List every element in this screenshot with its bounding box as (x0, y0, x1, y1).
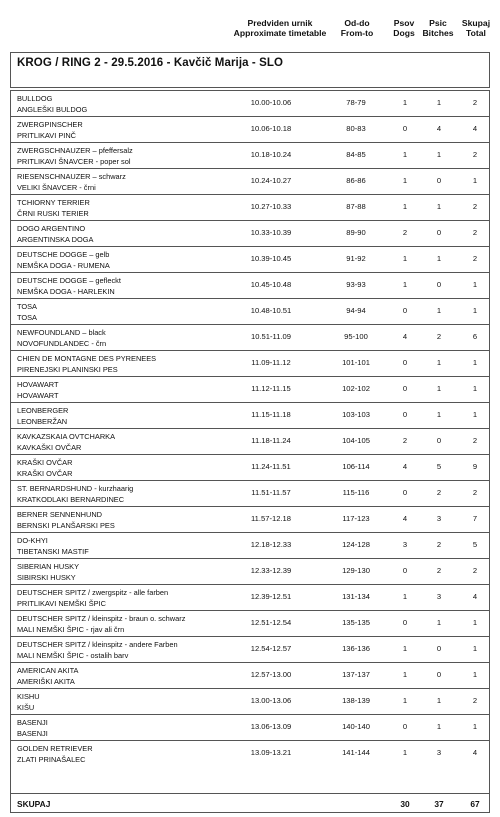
bitches-count: 1 (436, 696, 442, 705)
timetable-table (10, 90, 490, 813)
time-slot: 12.54-12.57 (250, 644, 292, 653)
total-count: 2 (472, 202, 478, 211)
catalog-range: 80-83 (346, 124, 366, 133)
catalog-range: 106-114 (342, 462, 370, 471)
table-row (11, 584, 489, 610)
catalog-range: 140-140 (342, 722, 370, 731)
time-slot: 10.39-10.45 (250, 254, 292, 263)
catalog-range: 87-88 (346, 202, 366, 211)
time-slot: 10.06-10.18 (250, 124, 292, 133)
dogs-count: 1 (402, 202, 408, 211)
bitches-count: 1 (436, 410, 442, 419)
totals-bitches: 37 (434, 799, 444, 809)
dogs-count: 0 (402, 306, 408, 315)
totals-row (11, 793, 489, 813)
catalog-range: 103-103 (342, 410, 370, 419)
catalog-range: 94-94 (346, 306, 366, 315)
breed-name-original: CHIEN DE MONTAGNE DES PYRENEES (17, 354, 157, 363)
table-row (11, 480, 489, 506)
catalog-range: 141-144 (342, 748, 370, 757)
table-row (11, 558, 489, 584)
catalog-range: 129-130 (342, 566, 370, 575)
table-row (11, 740, 489, 766)
bitches-count: 0 (436, 280, 442, 289)
table-row (11, 272, 489, 298)
time-slot: 11.51-11.57 (251, 488, 291, 497)
time-slot: 11.15-11.18 (251, 410, 291, 419)
total-count: 1 (472, 618, 478, 627)
total-count: 4 (472, 748, 478, 757)
table-row (11, 350, 489, 376)
catalog-range: 136-136 (342, 644, 370, 653)
breed-name-local: NEMŠKA DOGA - RUMENA (17, 261, 110, 270)
dogs-count: 0 (402, 384, 408, 393)
breed-name-original: RIESENSCHNAUZER – schwarz (17, 172, 126, 181)
table-row (11, 506, 489, 532)
breed-name-local: NEMŠKA DOGA - HARLEKIN (17, 287, 115, 296)
breed-name-local: PRITLIKAVI NEMŠKI ŠPIC (17, 599, 106, 608)
time-slot: 13.06-13.09 (250, 722, 292, 731)
breed-name-original: LEONBERGER (17, 406, 69, 415)
dogs-count: 0 (402, 124, 408, 133)
time-slot: 12.18-12.33 (250, 540, 292, 549)
breed-name-original: GOLDEN RETRIEVER (17, 744, 93, 753)
breed-name-local: ANGLEŠKI BULDOG (17, 105, 88, 114)
dogs-count: 2 (402, 436, 408, 445)
time-slot: 10.33-10.39 (250, 228, 292, 237)
time-slot: 10.18-10.24 (250, 150, 292, 159)
catalog-range: 93-93 (346, 280, 366, 289)
table-row (11, 116, 489, 142)
bitches-count: 1 (436, 98, 442, 107)
breed-name-local: KRATKODLAKI BERNARDINEC (17, 495, 125, 504)
table-row (11, 532, 489, 558)
breed-name-local: KAVKAŠKI OVČAR (17, 443, 82, 452)
breed-name-original: HOVAWART (17, 380, 59, 389)
dogs-count: 1 (402, 670, 408, 679)
breed-name-local: VELIKI ŠNAVCER - črni (17, 183, 96, 192)
catalog-range: 91-92 (346, 254, 366, 263)
total-count: 1 (472, 306, 478, 315)
catalog-range: 101-101 (342, 358, 370, 367)
dogs-count: 0 (402, 358, 408, 367)
bitches-count: 1 (436, 618, 442, 627)
time-slot: 10.24-10.27 (250, 176, 292, 185)
bitches-count: 1 (436, 254, 442, 263)
dogs-count: 1 (402, 748, 408, 757)
time-slot: 10.45-10.48 (250, 280, 292, 289)
catalog-range: 89-90 (346, 228, 366, 237)
total-count: 4 (472, 592, 478, 601)
breed-name-original: KAVKAZSKAIA OVTCHARKA (17, 432, 116, 441)
catalog-range: 124-128 (342, 540, 370, 549)
dogs-count: 3 (402, 540, 408, 549)
bitches-count: 2 (436, 332, 442, 341)
breed-name-local: KRAŠKI OVČAR (17, 469, 73, 478)
breed-name-local: LEONBERŽAN (17, 417, 68, 426)
bitches-count: 2 (436, 540, 442, 549)
totals-dogs: 30 (400, 799, 410, 809)
time-slot: 11.09-11.12 (251, 358, 291, 367)
breed-name-local: TIBETANSKI MASTIF (17, 547, 89, 556)
bitches-count: 1 (436, 384, 442, 393)
table-row (11, 376, 489, 402)
breed-name-local: KIŠU (17, 703, 35, 712)
catalog-range: 138-139 (342, 696, 370, 705)
dogs-count: 4 (402, 462, 408, 471)
table-row (11, 714, 489, 740)
breed-name-local: MALI NEMŠKI ŠPIC - ostalih barv (17, 651, 129, 660)
breed-name-original: TOSA (17, 302, 37, 311)
time-slot: 13.09-13.21 (250, 748, 292, 757)
breed-name-local: PRITLIKAVI ŠNAVCER - poper sol (17, 157, 131, 166)
breed-name-original: SIBERIAN HUSKY (17, 562, 80, 571)
bitches-count: 1 (436, 202, 442, 211)
bitches-count: 0 (436, 436, 442, 445)
total-count: 1 (472, 384, 478, 393)
bitches-count: 0 (436, 228, 442, 237)
header-total: Skupaj Total (461, 18, 491, 38)
header-from-to: Od-do From-to (340, 18, 374, 38)
total-count: 1 (472, 358, 478, 367)
table-row (11, 688, 489, 714)
breed-name-original: KISHU (17, 692, 40, 701)
time-slot: 10.00-10.06 (250, 98, 292, 107)
catalog-range: 95-100 (344, 332, 368, 341)
bitches-count: 3 (436, 592, 442, 601)
dogs-count: 1 (402, 98, 408, 107)
header-dogs: Psov Dogs (393, 18, 415, 38)
bitches-count: 4 (436, 124, 442, 133)
totals-total: 67 (470, 799, 480, 809)
dogs-count: 4 (402, 332, 408, 341)
breed-name-local: ARGENTINSKA DOGA (17, 235, 94, 244)
catalog-range: 78-79 (346, 98, 366, 107)
breed-name-local: AMERIŠKI AKITA (17, 677, 75, 686)
total-count: 2 (472, 150, 478, 159)
dogs-count: 1 (402, 696, 408, 705)
breed-name-original: BERNER SENNENHUND (17, 510, 103, 519)
breed-name-original: DOGO ARGENTINO (17, 224, 86, 233)
bitches-count: 1 (436, 306, 442, 315)
total-count: 1 (472, 644, 478, 653)
total-count: 6 (472, 332, 478, 341)
dogs-count: 0 (402, 722, 408, 731)
dogs-count: 2 (402, 228, 408, 237)
total-count: 2 (472, 566, 478, 575)
breed-name-original: DO-KHYI (17, 536, 48, 545)
time-slot: 11.18-11.24 (251, 436, 291, 445)
catalog-range: 117-123 (342, 514, 370, 523)
total-count: 1 (472, 670, 478, 679)
dogs-count: 1 (402, 280, 408, 289)
bitches-count: 0 (436, 670, 442, 679)
total-count: 2 (472, 228, 478, 237)
dogs-count: 1 (402, 644, 408, 653)
total-count: 2 (472, 696, 478, 705)
time-slot: 12.57-13.00 (250, 670, 292, 679)
breed-name-original: DEUTSCHER SPITZ / zwergspitz - alle farben (17, 588, 169, 597)
breed-name-original: TCHIORNY TERRIER (17, 198, 90, 207)
table-row (11, 662, 489, 688)
breed-name-local: NOVOFUNDLANDEC - črn (17, 339, 107, 348)
bitches-count: 1 (436, 722, 442, 731)
catalog-range: 135-135 (342, 618, 370, 627)
time-slot: 12.51-12.54 (250, 618, 292, 627)
time-slot: 10.27-10.33 (250, 202, 292, 211)
dogs-count: 0 (402, 566, 408, 575)
time-slot: 12.33-12.39 (250, 566, 292, 575)
breed-name-local: SIBIRSKI HUSKY (17, 573, 76, 582)
total-count: 1 (472, 176, 478, 185)
bitches-count: 3 (436, 514, 442, 523)
table-row (11, 220, 489, 246)
breed-name-original: ZWERGPINSCHER (17, 120, 83, 129)
table-row (11, 324, 489, 350)
table-row (11, 402, 489, 428)
table-row (11, 610, 489, 636)
total-count: 7 (472, 514, 478, 523)
breed-name-local: ČRNI RUSKI TERIER (17, 209, 89, 218)
bitches-count: 2 (436, 566, 442, 575)
total-count: 2 (472, 254, 478, 263)
bitches-count: 5 (436, 462, 442, 471)
breed-name-original: KRAŠKI OVČAR (17, 458, 73, 467)
breed-name-local: TOSA (17, 313, 37, 322)
table-row (11, 428, 489, 454)
total-count: 2 (472, 98, 478, 107)
totals-label: SKUPAJ (17, 799, 51, 809)
ring-title: KROG / RING 2 - 29.5.2016 - Kavčič Marija - SLO (17, 57, 284, 69)
time-slot: 12.39-12.51 (250, 592, 292, 601)
table-row (11, 90, 489, 116)
breed-name-original: BASENJI (17, 718, 48, 727)
catalog-range: 137-137 (342, 670, 370, 679)
dogs-count: 1 (402, 176, 408, 185)
catalog-range: 102-102 (342, 384, 370, 393)
breed-name-local: HOVAWART (17, 391, 59, 400)
breed-name-original: ST. BERNARDSHUND - kurzhaarig (17, 484, 134, 493)
breed-name-original: BULLDOG (17, 94, 53, 103)
breed-name-local: BASENJI (17, 729, 48, 738)
bitches-count: 1 (436, 150, 442, 159)
table-row (11, 142, 489, 168)
total-count: 1 (472, 280, 478, 289)
table-row (11, 454, 489, 480)
breed-name-original: NEWFOUNDLAND – black (17, 328, 106, 337)
breed-name-local: PRITLIKAVI PINČ (17, 131, 77, 140)
table-row (11, 168, 489, 194)
breed-name-local: MALI NEMŠKI ŠPIC - rjav ali črn (17, 625, 125, 634)
catalog-range: 131-134 (342, 592, 370, 601)
breed-name-original: DEUTSCHER SPITZ / kleinspitz - braun o. schwarz (17, 614, 186, 623)
total-count: 2 (472, 488, 478, 497)
ring-title-box (10, 52, 490, 88)
breed-name-original: DEUTSCHE DOGGE – gelb (17, 250, 110, 259)
total-count: 5 (472, 540, 478, 549)
dogs-count: 1 (402, 254, 408, 263)
breed-name-original: AMERICAN AKITA (17, 666, 79, 675)
bitches-count: 3 (436, 748, 442, 757)
dogs-count: 0 (402, 410, 408, 419)
table-row (11, 246, 489, 272)
time-slot: 13.00-13.06 (250, 696, 292, 705)
breed-name-local: BERNSKI PLANŠARSKI PES (17, 521, 115, 530)
breed-name-original: ZWERGSCHNAUZER – pfeffersalz (17, 146, 133, 155)
time-slot: 11.57-12.18 (251, 514, 291, 523)
dogs-count: 1 (402, 150, 408, 159)
table-row (11, 636, 489, 662)
breed-name-local: PIRENEJSKI PLANINSKI PES (17, 365, 118, 374)
table-row (11, 298, 489, 324)
time-slot: 10.48-10.51 (250, 306, 292, 315)
bitches-count: 0 (436, 644, 442, 653)
catalog-range: 84-85 (346, 150, 366, 159)
time-slot: 10.51-11.09 (251, 332, 291, 341)
total-count: 9 (472, 462, 478, 471)
time-slot: 11.12-11.15 (251, 384, 291, 393)
time-slot: 11.24-11.51 (251, 462, 291, 471)
catalog-range: 86-86 (346, 176, 366, 185)
total-count: 1 (472, 410, 478, 419)
dogs-count: 4 (402, 514, 408, 523)
table-row (11, 194, 489, 220)
dogs-count: 1 (402, 592, 408, 601)
total-count: 4 (472, 124, 478, 133)
dogs-count: 0 (402, 618, 408, 627)
catalog-range: 115-116 (342, 488, 370, 497)
column-header (0, 18, 500, 46)
header-timetable: Predviden urnik Approximate timetable (233, 18, 327, 38)
breed-name-original: DEUTSCHER SPITZ / kleinspitz - andere Farben (17, 640, 178, 649)
header-bitches: Psic Bitches (422, 18, 454, 38)
bitches-count: 1 (436, 358, 442, 367)
breed-name-local: ZLATI PRINAŠALEC (17, 755, 86, 764)
total-count: 2 (472, 436, 478, 445)
dogs-count: 0 (402, 488, 408, 497)
bitches-count: 0 (436, 176, 442, 185)
catalog-range: 104-105 (342, 436, 370, 445)
bitches-count: 2 (436, 488, 442, 497)
total-count: 1 (472, 722, 478, 731)
breed-name-original: DEUTSCHE DOGGE – gefleckt (17, 276, 121, 285)
